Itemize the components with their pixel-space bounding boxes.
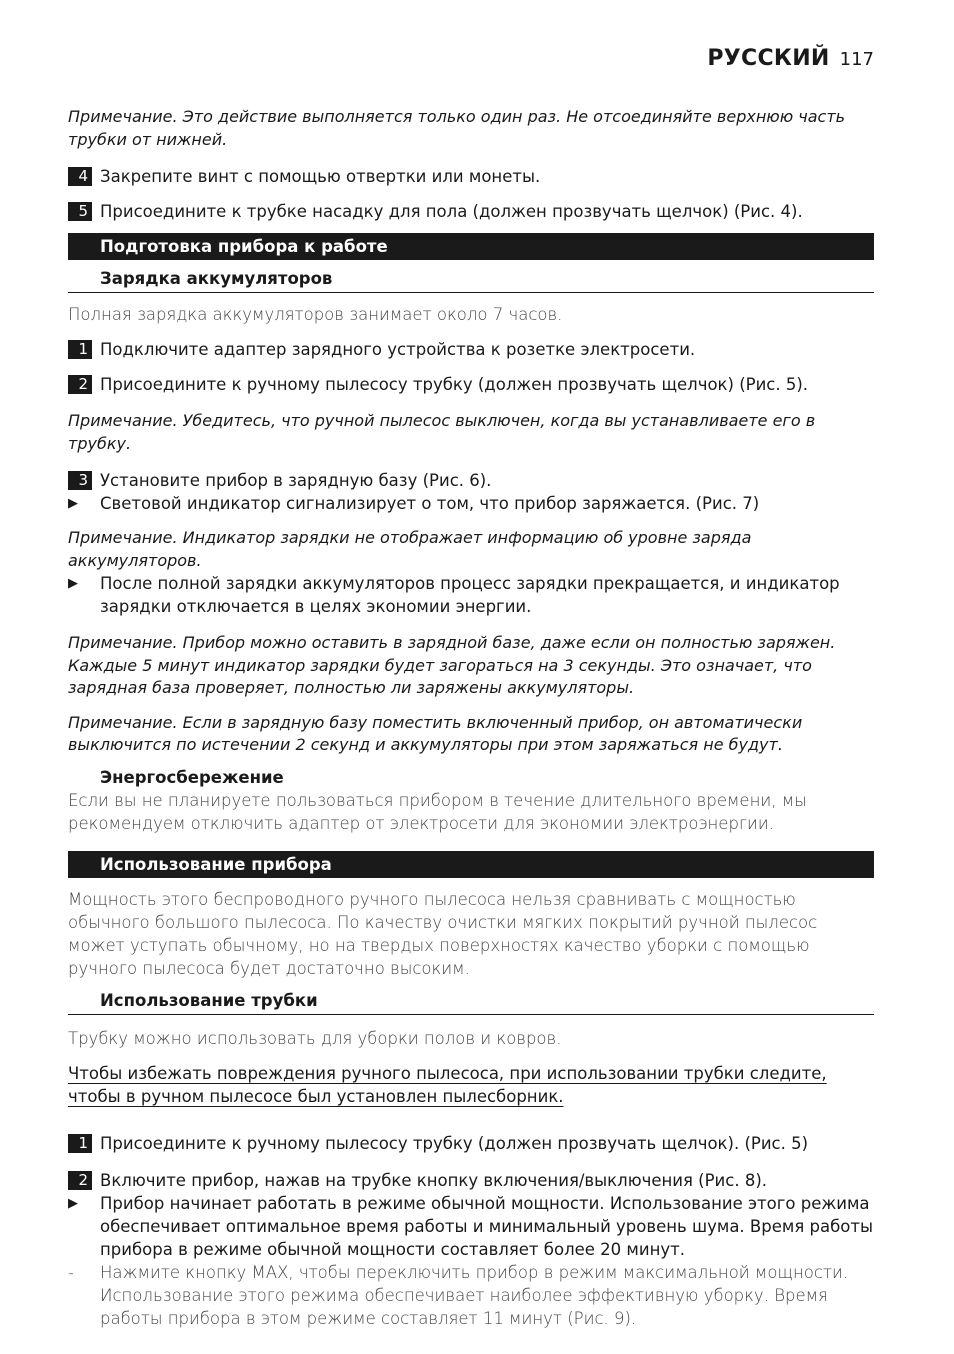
charge-step-3 — [68, 469, 874, 492]
usage-intro-text: Мощность этого беспроводного ручного пылесоса нельзя сравнивать с мощностью обычного большого пылесоса. По качеству очистки мягких покрытий ручной пылесос может уступать обычному, но на твердых поверхностях качество уборки с помощью ручного пылесоса будет достаточно высоким. — [68, 889, 818, 978]
step-text: Присоедините к ручному пылесосу трубку (должен прозвучать щелчок) (Рис. 5). — [100, 375, 809, 394]
bullet-text: Световой индикатор сигнализирует о том, что прибор заряжается. (Рис. 7) — [100, 494, 760, 513]
dash-max-power — [68, 1261, 874, 1330]
step-number: 3 — [68, 471, 92, 490]
charge-step-1 — [68, 338, 874, 361]
usage-step-2 — [68, 1169, 874, 1192]
step-number: 1 — [68, 340, 92, 359]
step-text: Подключите адаптер зарядного устройства к розетке электросети. — [100, 340, 696, 359]
tube-usage-text: Трубку можно использовать для уборки полов и ковров. — [68, 1028, 562, 1048]
charge-time-text: Полная зарядка аккумуляторов занимает около 7 часов. — [68, 305, 563, 324]
subheading-tube-usage: Использование трубки — [68, 990, 874, 1015]
bullet-arrow-icon: ▶ — [68, 1195, 78, 1211]
step-4 — [68, 165, 874, 188]
bullet-arrow-icon: ▶ — [68, 576, 78, 591]
step-number: 4 — [68, 167, 92, 186]
bullet-text: Прибор начинает работать в режиме обычной мощности. Использование этого режима обеспечивает оптимальное время работы и минимальный уровень шума. Время работы прибора в режиме обычной мощности составляет более 20 минут. — [100, 1193, 873, 1259]
bullet-charging-stops — [68, 572, 874, 618]
note-switched-on-device: Примечание. Если в зарядную базу поместить включенный прибор, он автоматически выключится по истечении 2 секунд и аккумуляторы при этом заряжаться не будут. — [68, 712, 803, 754]
section-heading-usage: Использование прибора — [68, 851, 874, 878]
step-text: Присоедините к трубке насадку для пола (должен прозвучать щелчок) (Рис. 4). — [100, 202, 803, 221]
bullet-charging-indicator — [68, 492, 874, 515]
note-leave-in-base: Примечание. Прибор можно оставить в зарядной базе, даже если он полностью заряжен. Каждые 5 минут индикатор зарядки будет загораться на 3 секунды. Это означает, что зарядная база проверяет, полностью ли заряжены аккумуляторы. — [68, 633, 836, 697]
step-text: Установите прибор в зарядную базу (Рис. 6). — [100, 471, 492, 490]
step-number: 2 — [68, 375, 92, 394]
energy-saving-text: Если вы не планируете пользоваться прибором в течение длительного времени, мы рекомендуем отключить адаптер от электросети для экономии электроэнергии. — [68, 790, 807, 833]
bullet-normal-power — [68, 1192, 874, 1261]
step-text: Присоедините к ручному пылесосу трубку (должен прозвучать щелчок). (Рис. 5) — [100, 1133, 809, 1153]
language-label: РУССКИЙ — [707, 46, 830, 71]
step-number: 2 — [68, 1171, 92, 1190]
page-content — [68, 106, 874, 1330]
warning-text: Чтобы избежать повреждения ручного пылесоса, при использовании трубки следите, чтобы в ручном пылесосе был установлен пылесборник. — [68, 1063, 827, 1106]
dash-text: Нажмите кнопку MAX, чтобы переключить прибор в режим максимальной мощности. Использование этого режима обеспечивает наиболее эффективную уборку. Время работы прибора в этом режиме составляет 11 минут (Рис. 9). — [100, 1262, 849, 1328]
note-indicator-info: Примечание. Индикатор зарядки не отображает информацию об уровне заряда аккумуляторов. — [68, 528, 752, 570]
charge-step-2 — [68, 373, 874, 396]
note-one-time-action: Примечание. Это действие выполняется только один раз. Не отсоединяйте верхнюю часть трубки от нижней. — [68, 107, 846, 149]
warning-dust-container — [68, 1062, 874, 1108]
dash-icon: - — [68, 1262, 74, 1282]
bullet-arrow-icon: ▶ — [68, 496, 78, 511]
bullet-text: После полной зарядки аккумуляторов процесс зарядки прекращается, и индикатор зарядки отключается в целях экономии энергии. — [100, 574, 840, 616]
step-5 — [68, 200, 874, 223]
section-heading-preparation: Подготовка прибора к работе — [68, 233, 874, 260]
subheading-charging: Зарядка аккумуляторов — [68, 268, 874, 293]
step-text: Включите прибор, нажав на трубке кнопку включения/выключения (Рис. 8). — [100, 1170, 768, 1190]
step-text: Закрепите винт с помощью отвертки или монеты. — [100, 167, 541, 186]
step-number: 1 — [68, 1134, 92, 1153]
step-number: 5 — [68, 202, 92, 221]
page-number: 117 — [839, 49, 874, 70]
usage-step-1 — [68, 1132, 874, 1155]
page-header — [707, 46, 874, 71]
subheading-energy-saving: Энергосбережение — [100, 767, 284, 787]
note-vacuum-off: Примечание. Убедитесь, что ручной пылесос выключен, когда вы устанавливаете его в трубку. — [68, 411, 816, 453]
